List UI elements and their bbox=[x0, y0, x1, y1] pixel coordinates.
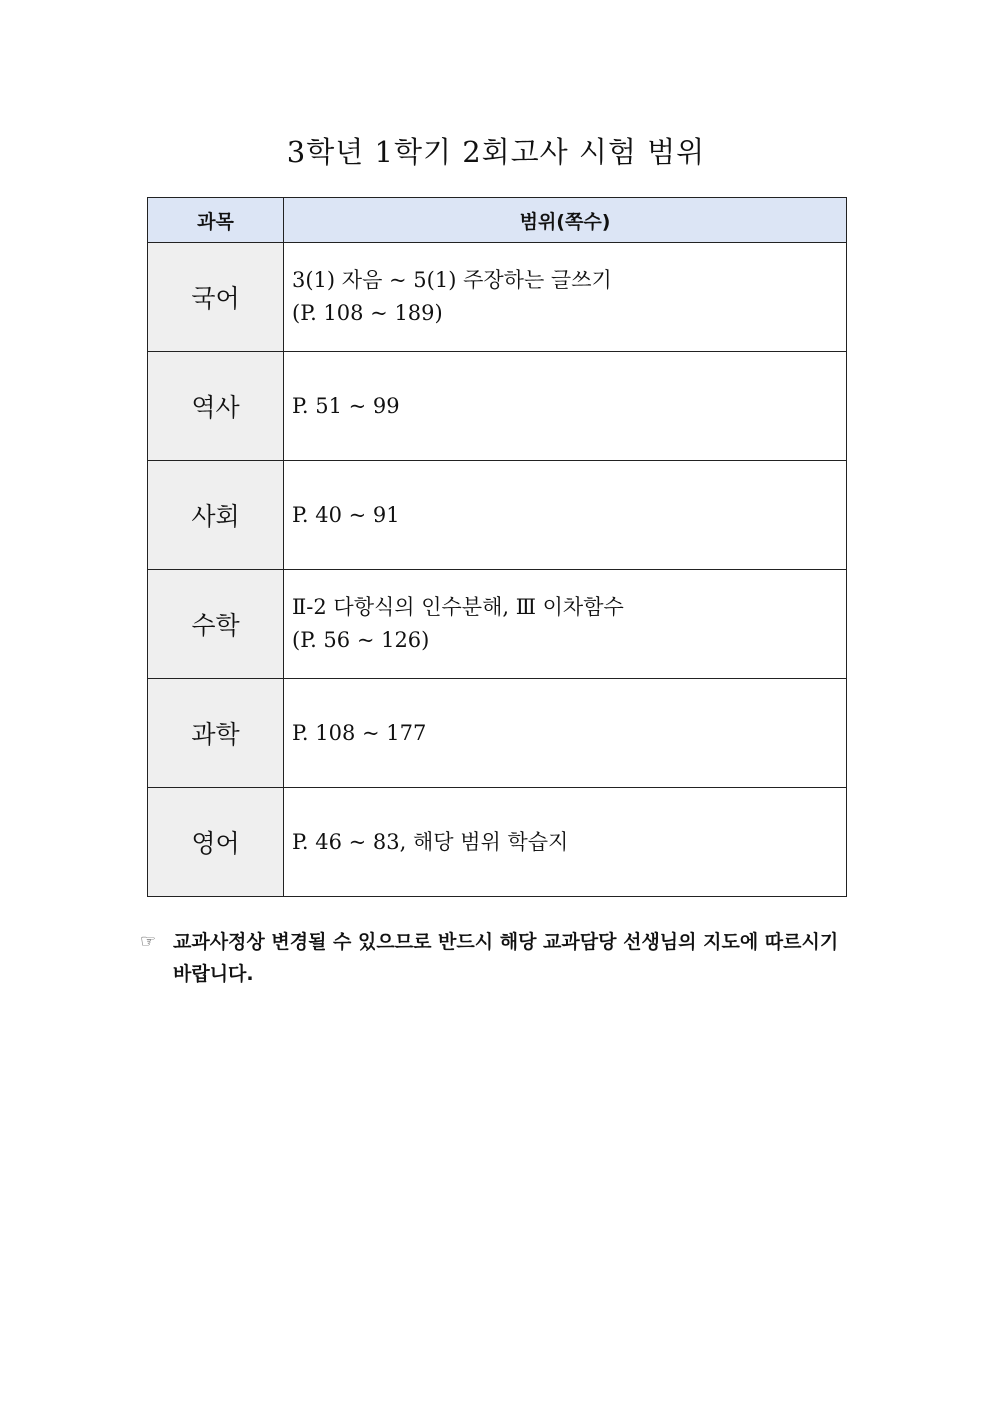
range-line: P. 51 ~ 99 bbox=[292, 393, 400, 418]
range-header: 범위(쪽수) bbox=[284, 198, 847, 243]
subject-cell: 사회 bbox=[148, 461, 284, 570]
subject-cell: 과학 bbox=[148, 679, 284, 788]
range-cell bbox=[284, 352, 847, 461]
range-line: Ⅱ-2 다항식의 인수분해, Ⅲ 이차함수 bbox=[292, 595, 624, 619]
table-row bbox=[148, 461, 847, 570]
range-cell bbox=[284, 679, 847, 788]
subject-header: 과목 bbox=[148, 198, 284, 243]
pointing-hand-icon: ☞ bbox=[140, 931, 157, 952]
range-cell bbox=[284, 461, 847, 570]
subject-cell: 영어 bbox=[148, 788, 284, 897]
notice bbox=[140, 926, 860, 990]
range-line: (P. 108 ~ 189) bbox=[292, 301, 443, 325]
table-row bbox=[148, 679, 847, 788]
table-row bbox=[148, 352, 847, 461]
range-line: P. 46 ~ 83, 해당 범위 학습지 bbox=[292, 829, 569, 854]
table-row bbox=[148, 570, 847, 679]
table-row bbox=[148, 788, 847, 897]
exam-range-table bbox=[147, 197, 847, 897]
range-cell bbox=[284, 788, 847, 897]
range-line: (P. 56 ~ 126) bbox=[292, 628, 430, 652]
table-row bbox=[148, 243, 847, 352]
notice-text: 교과사정상 변경될 수 있으므로 반드시 해당 교과담당 선생님의 지도에 따르시기 바랍니다. bbox=[173, 931, 839, 985]
page-title: 3학년 1학기 2회고사 시험 범위 bbox=[286, 135, 706, 169]
subject-cell: 국어 bbox=[148, 243, 284, 352]
range-line: P. 40 ~ 91 bbox=[292, 502, 400, 527]
range-line: 3(1) 자음 ~ 5(1) 주장하는 글쓰기 bbox=[292, 268, 612, 292]
table-header-row bbox=[148, 198, 847, 243]
subject-cell: 역사 bbox=[148, 352, 284, 461]
subject-cell: 수학 bbox=[148, 570, 284, 679]
range-cell bbox=[284, 570, 847, 679]
range-cell bbox=[284, 243, 847, 352]
range-line: P. 108 ~ 177 bbox=[292, 720, 427, 745]
